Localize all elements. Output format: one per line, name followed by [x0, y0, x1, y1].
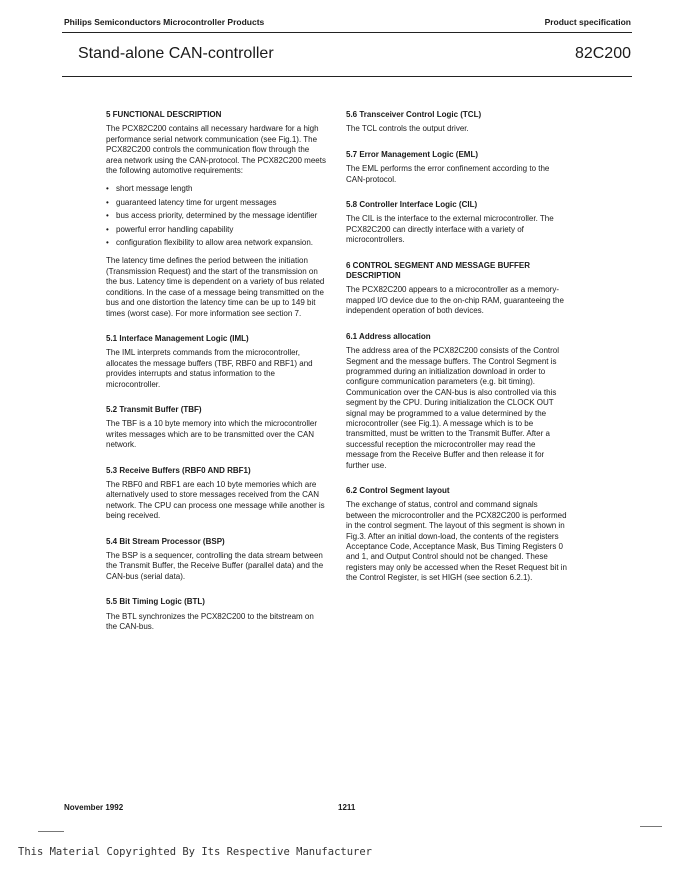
section-paragraph: The CIL is the interface to the external microcontroller. The PCX82C200 can directly interface with a variety of microcontrollers. [346, 214, 554, 245]
section-paragraph: The latency time defines the period between the initiation (Transmission Request) and the start of the transmission on the bus. Latency time is dependent on a variety of bus related conditions. In the case of a message being transmitted on the bus and one distortion the latency time can be up to 149 bit times (worst case). For more information see section 7. [106, 256, 325, 318]
list-item: • powerful error handling capability [106, 225, 326, 235]
section-heading: 5 FUNCTIONAL DESCRIPTION [106, 110, 222, 119]
section-heading: 5.3 Receive Buffers (RBF0 AND RBF1) [106, 465, 251, 475]
list-item: • short message length [106, 184, 326, 194]
left-column [106, 110, 326, 640]
section-heading: 6.2 Control Segment layout [346, 485, 450, 495]
header-rule [62, 32, 632, 33]
section-heading: 5.5 Bit Timing Logic (BTL) [106, 597, 205, 607]
section-paragraph: The exchange of status, control and command signals between the microcontroller and the PCX82C200 is performed in the control segment. The layout of this segment is shown in Fig.3. After an initial down-load, the contents of the registers Acceptance Code, Acceptance Mask, Bus Timing Registers 0 and 1, and Output Control should not be changed. These registers may only be accessed when the Reset Request bit in the Control Register, is set HIGH (see section 6.2.1). [346, 500, 568, 583]
section-paragraph: The BTL synchronizes the PCX82C200 to the bitstream on the CAN-bus. [106, 611, 314, 632]
section-paragraph: The EML performs the error confinement according to the CAN-protocol. [346, 164, 550, 184]
section-heading: 6.1 Address allocation [346, 331, 431, 341]
page-number: 1211 [338, 803, 356, 812]
section-paragraph: The PCX82C200 contains all necessary hardware for a high performance serial network communication (see Fig.1). The PCX82C200 controls the communication flow through the area network using the CAN-protocol. The PCX82C200 meets the following automotive requirements: [106, 124, 326, 176]
scan-speck [38, 831, 64, 832]
copyright-notice: This Material Copyrighted By Its Respective Manufacturer [18, 846, 373, 858]
title-rule [62, 76, 632, 77]
part-number: 82C200 [574, 45, 631, 62]
section-heading: 5.6 Transceiver Control Logic (TCL) [346, 110, 482, 119]
section-paragraph: The PCX82C200 appears to a microcontroller as a memory-mapped I/O device due to the on-chip RAM, guaranteeing the independent operation of both devices. [346, 285, 564, 316]
section-heading: 5.1 Interface Management Logic (IML) [106, 333, 249, 343]
right-column [346, 110, 568, 592]
requirements-list [106, 184, 326, 248]
header-doc-type: Product specification [544, 17, 631, 27]
section-paragraph: The TCL controls the output driver. [346, 124, 469, 134]
header-company: Philips Semiconductors Microcontroller Products [64, 17, 265, 27]
section-paragraph: The RBF0 and RBF1 are each 10 byte memories which are alternatively used to store messages received from the CAN network. The CPU can process one message while another is being received. [106, 479, 325, 521]
list-item: • bus access priority, determined by the message identifier [106, 211, 326, 221]
footer-date: November 1992 [64, 803, 124, 812]
section-heading: 5.2 Transmit Buffer (TBF) [106, 404, 202, 414]
section-paragraph: The address area of the PCX82C200 consists of the Control Segment and the message buffers. The Control Segment is programmed during an initialization download in order to configure communication parameters (e.g. bit timing). Communication over the CAN-bus is also controlled via this segment by the CPU. During initialization the CLOCK OUT signal may be programmed to a value determined by the microcontroller (see Fig.1). A message which is to be transmitted, must be written to the Transmit Buffer. After a successful reception the microcontroller may read the message from the Receive Buffer and then release it for further use. [346, 346, 560, 470]
section-heading: 6 CONTROL SEGMENT AND MESSAGE BUFFER DESCRIPTION [346, 260, 531, 281]
section-heading: 5.8 Controller Interface Logic (CIL) [346, 200, 478, 210]
section-heading: 5.7 Error Management Logic (EML) [346, 149, 479, 159]
section-paragraph: The TBF is a 10 byte memory into which the microcontroller writes messages which are to be transmitted over the CAN network. [106, 419, 318, 450]
scan-speck [640, 826, 662, 827]
list-item: • configuration flexibility to allow area network expansion. [106, 238, 326, 248]
section-paragraph: The BSP is a sequencer, controlling the data stream between the Transmit Buffer, the Receive Buffer (parallel data) and the CAN-bus (serial data). [106, 551, 324, 581]
list-item: • guaranteed latency time for urgent messages [106, 198, 326, 208]
section-paragraph: The IML interprets commands from the microcontroller, allocates the message buffers (TBF, RBF0 and RBF1) and provides interrupts and status information to the microcontroller. [106, 348, 313, 389]
section-heading: 5.4 Bit Stream Processor (BSP) [106, 536, 225, 546]
page-title: Stand-alone CAN-controller [78, 45, 274, 62]
